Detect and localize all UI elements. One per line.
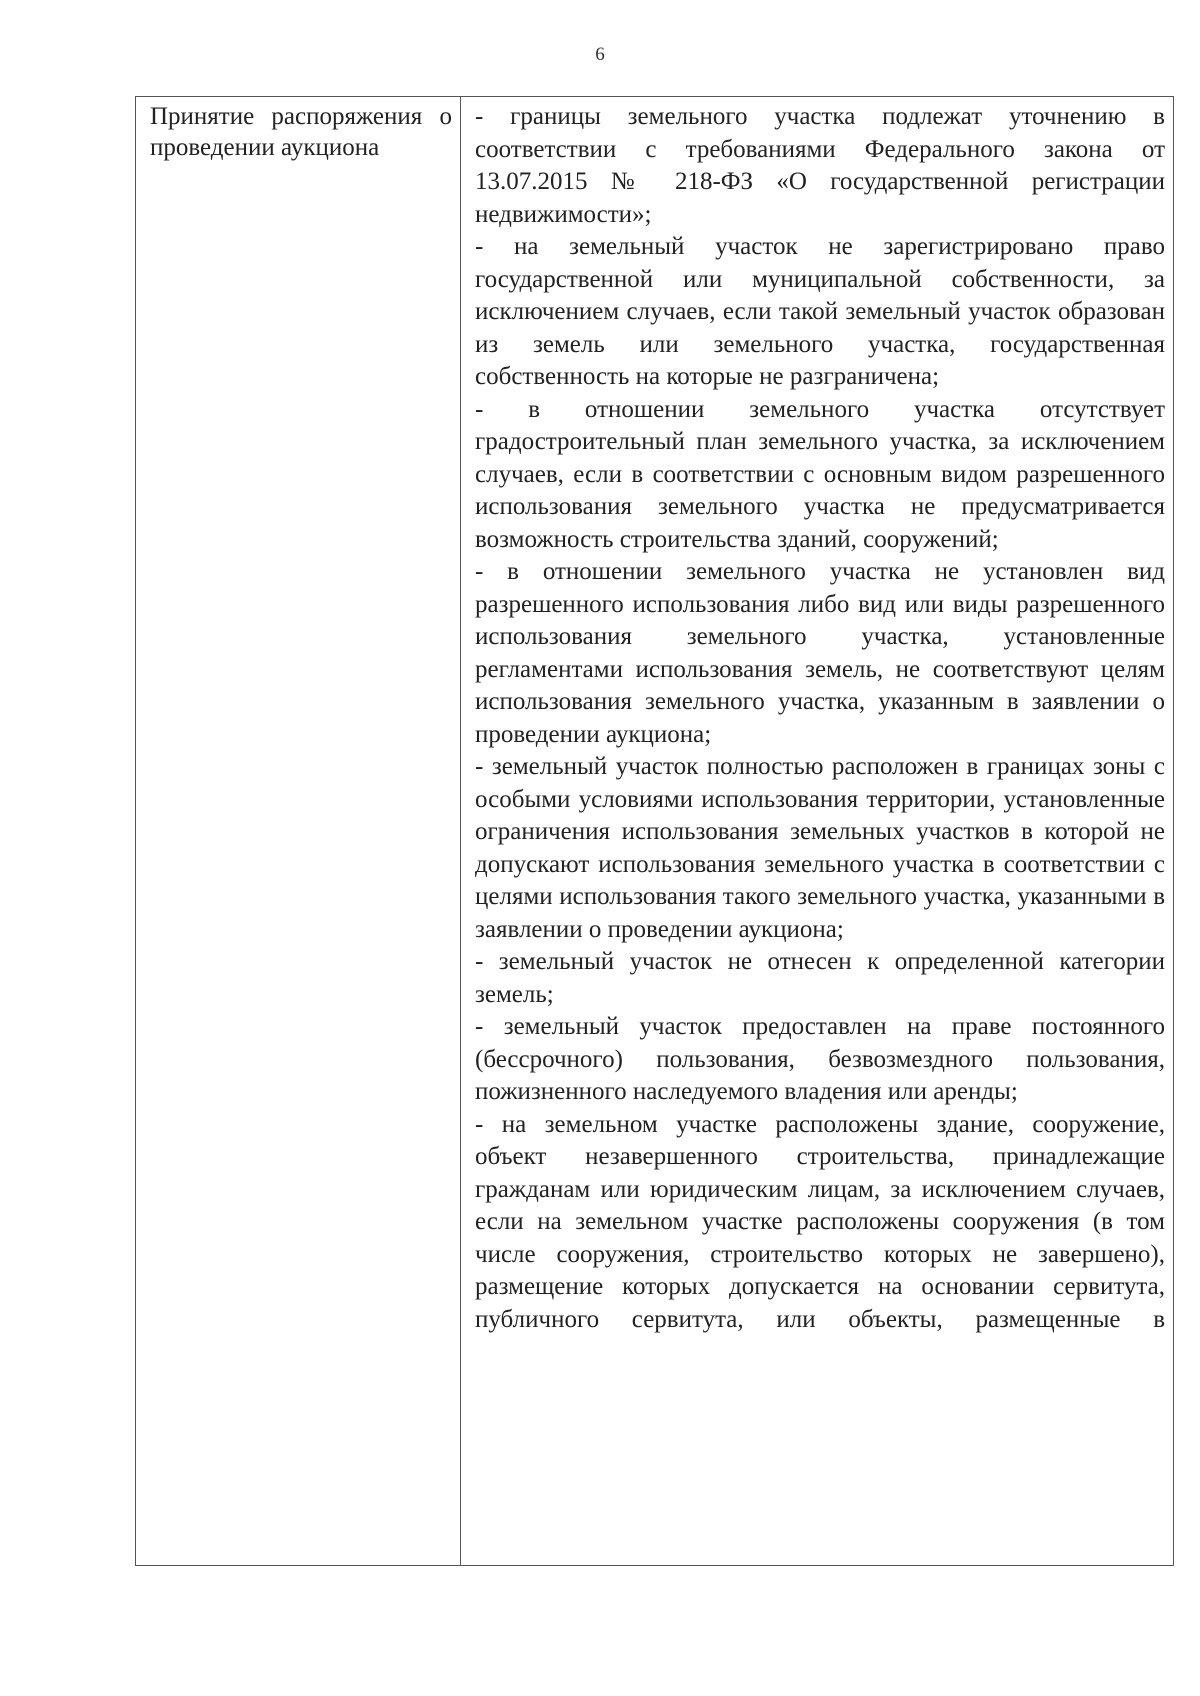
stage-cell	[136, 97, 461, 1566]
document-table	[135, 96, 1174, 1566]
condition-item-8: - на земельном участке расположены здание, сооружение, объект незавершенного строительства, принадлежащие гражданам или юридическим лицам, за исключением случаев, если на земельном участке расположены сооружения (в том числе сооружения, строительство которых не завершено), размещение которых допускается на основании сервитута, публичного сервитута, или объекты, размещенные в	[475, 1110, 1165, 1333]
condition-item-1: - границы земельного участка подлежат уточнению в соответствии с требованиями Федерального закона от 13.07.2015 № 218-ФЗ «О государственной регистрации недвижимости»;	[475, 103, 1165, 228]
table-row	[136, 97, 1174, 1566]
condition-item-2: - на земельный участок не зарегистрировано право государственной или муниципальной собственности, за исключением случаев, если такой земельный участок образован из земель или земельного участка, государственная собственность на которые не разграничена;	[475, 233, 1165, 390]
condition-item-5: - земельный участок полностью расположен в границах зоны с особыми условиями использования территории, установленные ограничения использования земельных участков в которой не допускают использования земельного участка в соответствии с целями использования такого земельного участка, указанными в заявлении о проведении аукциона;	[475, 753, 1165, 943]
conditions-cell	[461, 97, 1174, 1566]
condition-item-4: - в отношении земельного участка не установлен вид разрешенного использования либо вид или виды разрешенного использования земельного участка, установленные регламентами использования земель, не соответствуют целям использования земельного участка, указанным в заявлении о проведении аукциона;	[475, 558, 1165, 748]
stage-name: Принятие распоряжения о проведении аукциона	[150, 103, 452, 161]
condition-item-3: - в отношении земельного участка отсутствует градостроительный план земельного участка, за исключением случаев, если в соответствии с основным видом разрешенного использования земельного участка не предусматривается возможность строительства зданий, сооружений;	[475, 395, 1165, 553]
conditions-list	[461, 97, 1173, 1336]
condition-item-6: - земельный участок не отнесен к определенной категории земель;	[475, 948, 1165, 1008]
condition-item-7: - земельный участок предоставлен на праве постоянного (бессрочного) пользования, безвозмездного пользования, пожизненного наследуемого владения или аренды;	[475, 1013, 1165, 1105]
page-number: 6	[595, 44, 605, 65]
